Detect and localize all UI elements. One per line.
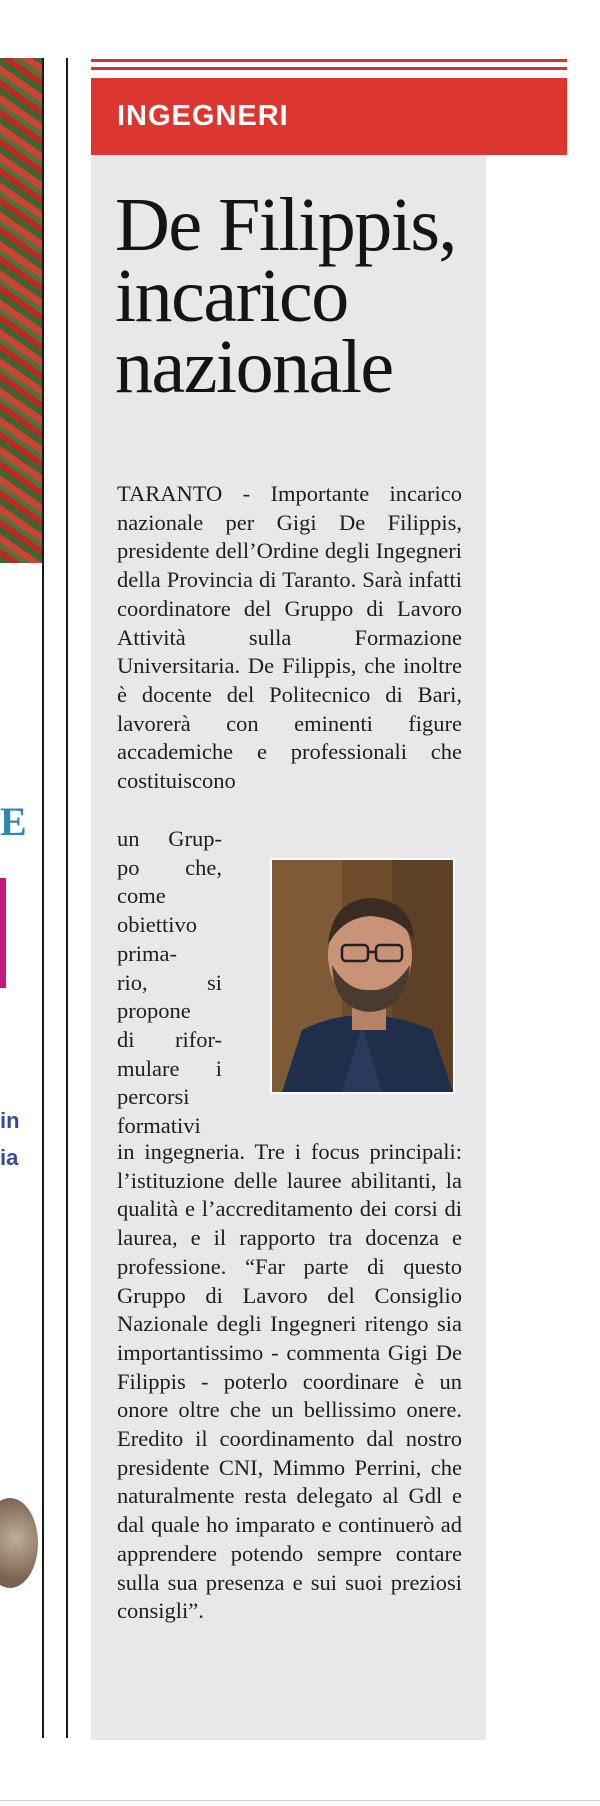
section-kicker xyxy=(91,78,567,155)
article-wrapped-text xyxy=(117,825,222,1141)
article-paragraph-intro: TARANTO - Importante incarico nazionale per Gigi De Filippis, presidente dell’Ordine degli Ingegneri della Provincia di Taranto. Sarà infatti coordinatore del Gruppo di Lavoro Attività sulla Formazione Universitaria. De Filippis, che inoltre è docente del Politecnico di Bari, lavorerà con eminenti figure accademiche e professionali che costituiscono xyxy=(117,481,462,794)
column-divider xyxy=(66,58,68,1738)
adjacent-page-illustration xyxy=(0,58,42,563)
wrapped-line: propone xyxy=(117,998,191,1024)
wrapped-line: mulare i xyxy=(117,1055,222,1081)
section-kicker-label: INGEGNERI xyxy=(117,100,289,132)
wrapped-line: prima- xyxy=(117,940,177,966)
portrait-photo xyxy=(270,858,455,1094)
header-rule xyxy=(91,67,567,70)
page-bottom-rule xyxy=(0,1800,600,1801)
wrapped-line: formativi xyxy=(117,1113,201,1139)
adjacent-page-word: in xyxy=(0,1108,20,1133)
wrapped-line: un Grup- xyxy=(117,826,222,851)
wrapped-line: di rifor- xyxy=(117,1026,222,1052)
wrapped-line: obiettivo xyxy=(117,912,197,938)
wrapped-line: come xyxy=(117,883,166,909)
wrapped-line: rio, si xyxy=(117,969,222,995)
adjacent-page-letter: E xyxy=(0,799,27,844)
header-rule xyxy=(91,59,567,62)
article-paragraph-continued: in ingegneria. Tre i focus principali: l’istituzione delle lauree abilitanti, la qualità e l’accreditamento dei corsi di laurea, e il rapporto tra docenza e professione. “Far parte di questo Gruppo di Lavoro del Consiglio Nazionale degli Ingegneri ritengo sia importantissimo - commenta Gigi De Filippis - poterlo coordinare è un onore oltre che un bellissimo onere. Eredito il coordinamento dal nostro presidente CNI, Mimmo Perrini, che naturalmente resta delegato al Gdl e dal quale ho imparato e continuerò ad apprendere potendo sempre contare sulla sua presenza e sui suoi preziosi consigli”. xyxy=(117,1139,462,1624)
adjacent-page-word: ia xyxy=(0,1145,19,1170)
adjacent-page-image xyxy=(0,1498,38,1588)
adjacent-page-color-bar xyxy=(0,878,6,988)
adjacent-page-strip xyxy=(0,58,44,1738)
wrapped-line: po che, xyxy=(117,854,222,880)
wrapped-line: percorsi xyxy=(117,1084,190,1110)
article-headline: De Filippis, incarico nazionale xyxy=(115,183,456,409)
